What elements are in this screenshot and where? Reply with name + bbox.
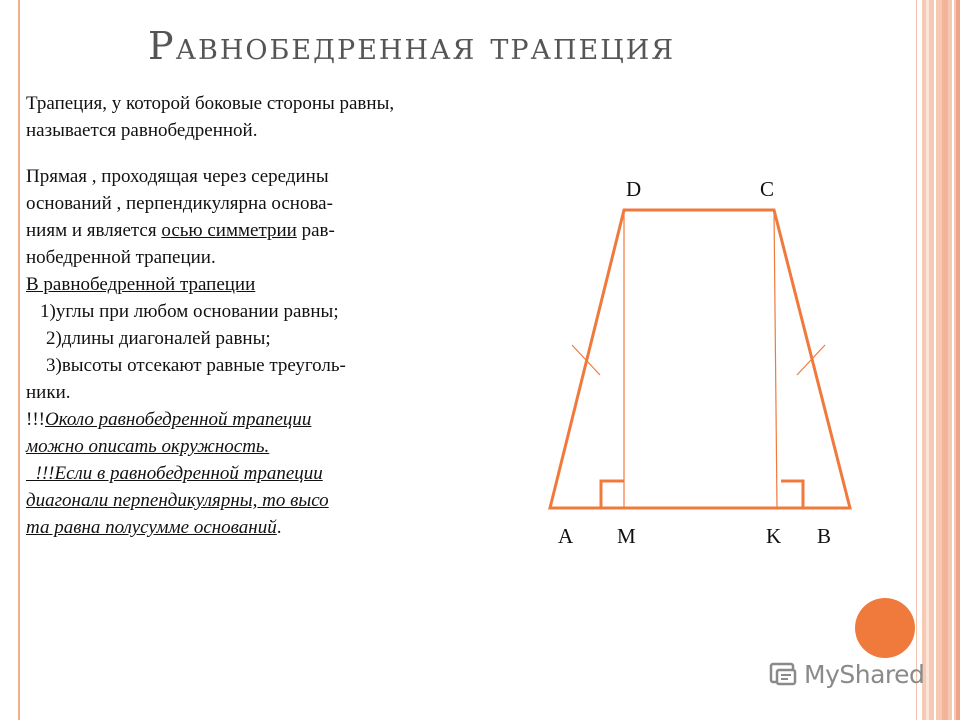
right-line	[916, 0, 917, 720]
note2-line3-suffix: .	[276, 517, 282, 538]
label-M: M	[617, 524, 636, 548]
property-1: 1)углы при любом основании равны;	[40, 301, 339, 322]
presentation-icon	[768, 658, 800, 690]
property-3: 3)высоты отсекают равные треуголь-	[46, 355, 346, 376]
property-3-cont: ники.	[26, 382, 71, 403]
right-decor-band	[922, 0, 960, 720]
left-rule	[18, 0, 20, 720]
note1-prefix: !!!	[26, 409, 45, 430]
right-angle-K	[781, 481, 803, 508]
note2-line2: диагонали перпендикулярны, то высо	[26, 490, 329, 511]
para2-line4: нобедренной трапеции.	[26, 247, 216, 268]
text-block	[26, 90, 476, 541]
label-D: D	[626, 177, 642, 201]
slide-title: Равнобедренная трапеция	[148, 24, 676, 68]
para2-line1: Прямая , проходящая через середины	[26, 166, 329, 187]
para2-line2: оснований , перпендикулярна основа-	[26, 193, 333, 214]
symmetry-axis-term: осью симметрии	[161, 220, 297, 241]
label-A: A	[558, 524, 574, 548]
properties-header: В равнобедренной трапеции	[26, 274, 256, 295]
note2-line3	[26, 514, 476, 541]
note2-line3-text: та равна полусумме оснований	[26, 517, 277, 538]
myshared-logo[interactable]	[768, 656, 924, 692]
definition: Трапеция, у которой боковые стороны равны, называется равнобедренной.	[26, 93, 395, 141]
note1-line2: можно описать окружность.	[26, 436, 270, 457]
orange-dot	[855, 598, 915, 658]
label-K: K	[766, 524, 782, 548]
para2-line3-prefix: ниям и является	[26, 220, 162, 241]
note1-text: Около равнобедренной трапеции	[44, 409, 312, 430]
property-2: 2)длины диагоналей равны;	[46, 328, 271, 349]
trapezoid-diagram	[540, 160, 860, 560]
label-B: B	[817, 524, 832, 548]
note1-line1	[26, 406, 476, 433]
tick-AD	[572, 345, 600, 375]
note2-line1: !!!Если в равнобедренной трапеции	[26, 463, 323, 484]
logo-text: MyShared	[804, 659, 925, 689]
para2-line3	[26, 217, 476, 244]
trapezoid-ABCD	[550, 210, 850, 508]
para2-line3-suffix: рав-	[296, 220, 335, 241]
right-angle-M	[601, 481, 624, 508]
height-CK	[774, 210, 777, 508]
label-C: C	[760, 177, 775, 201]
